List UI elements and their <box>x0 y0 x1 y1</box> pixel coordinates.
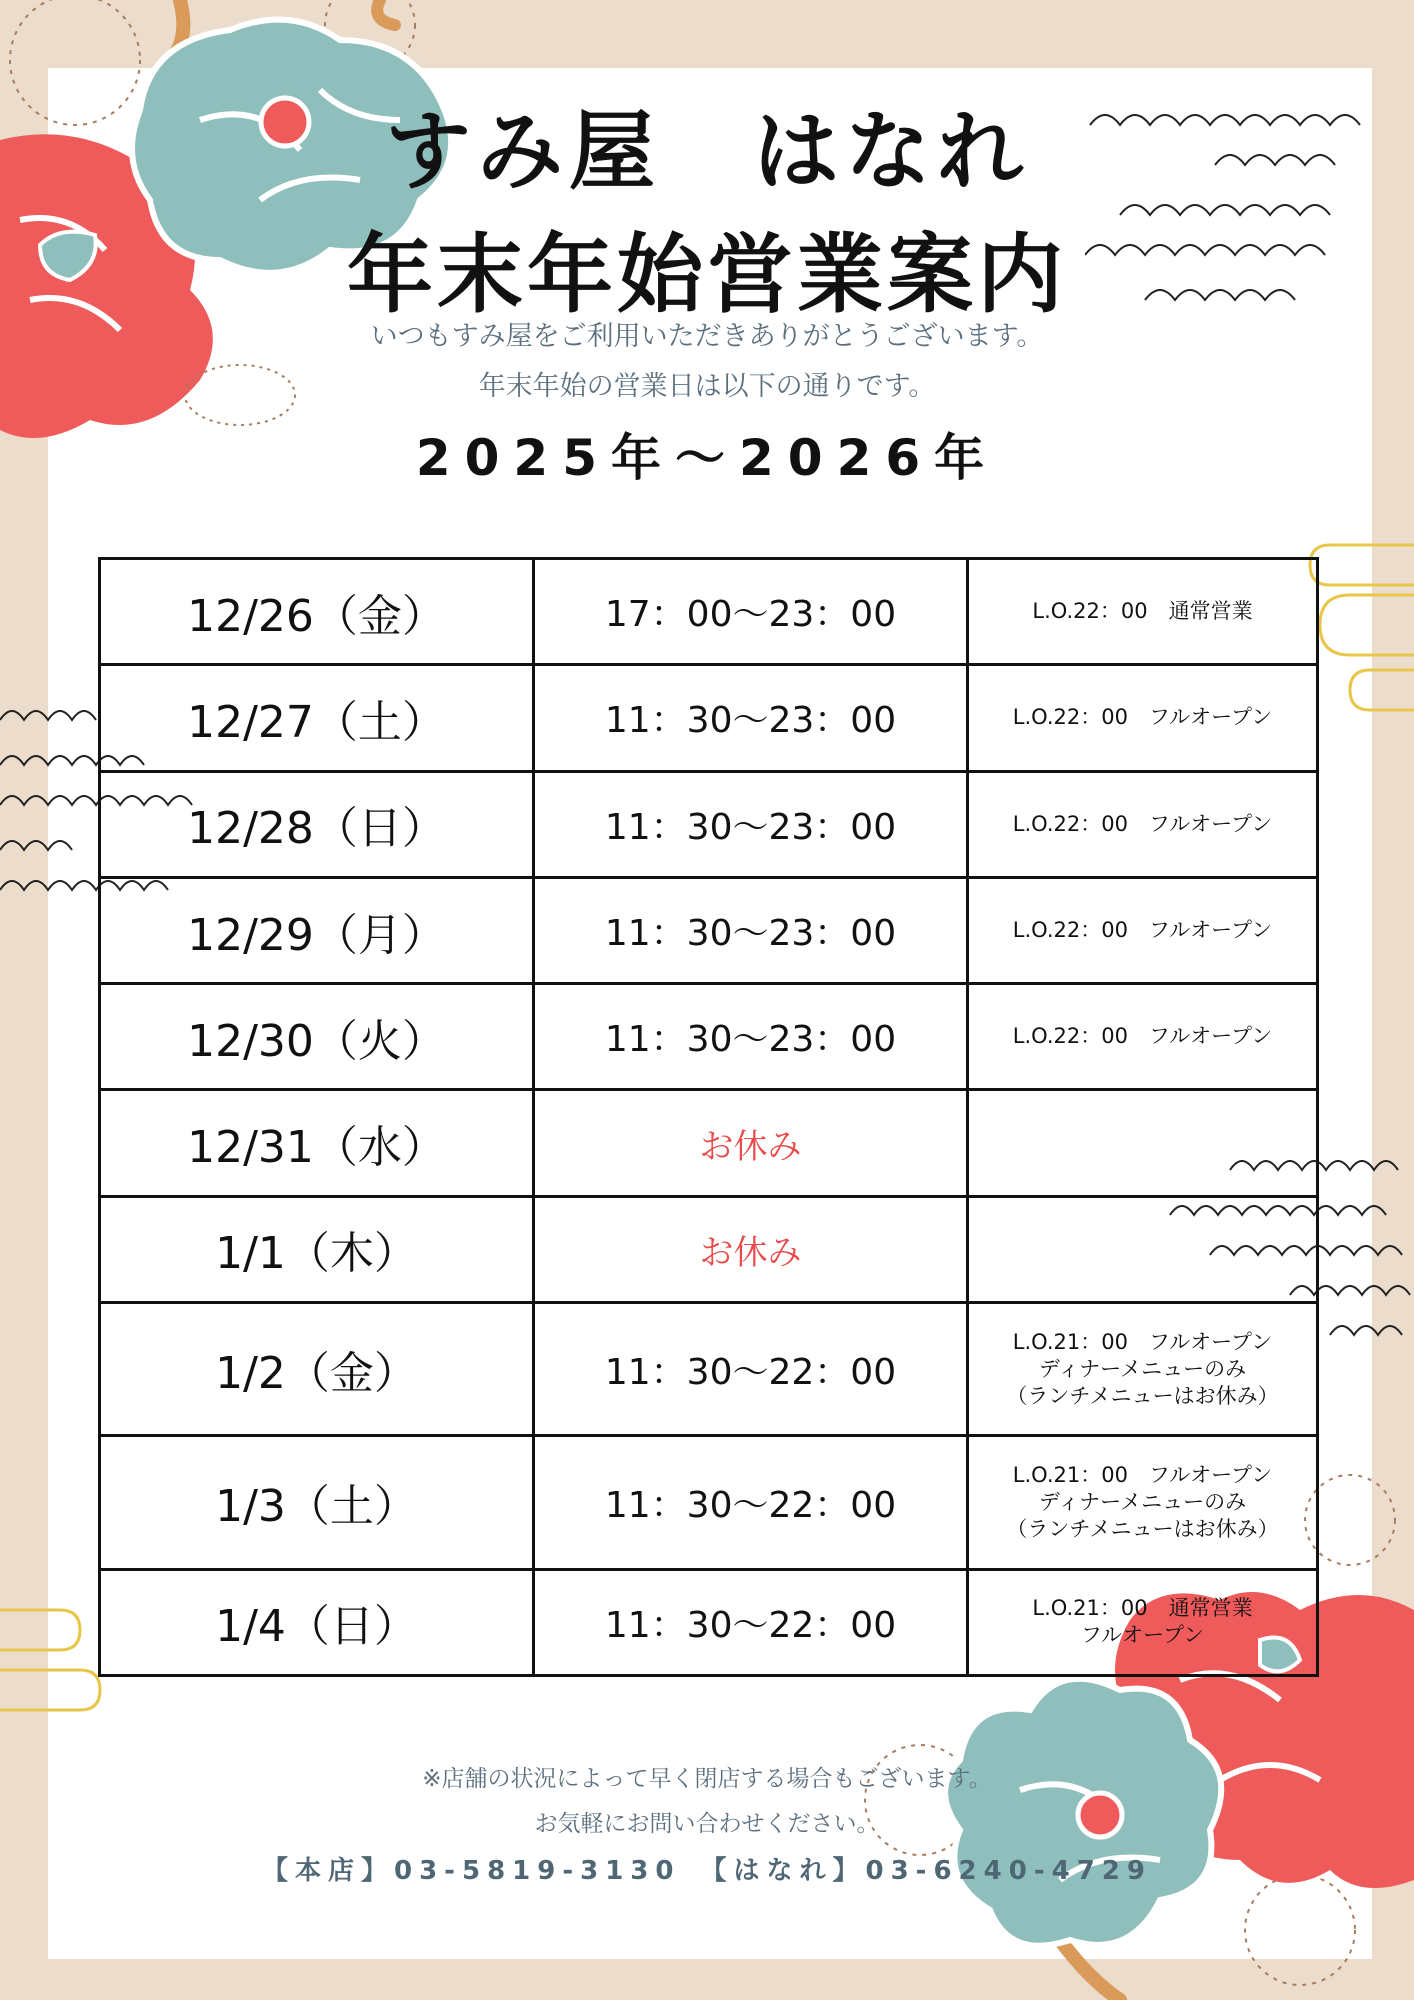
note-cell <box>968 984 1318 1090</box>
schedule-row <box>100 984 1318 1090</box>
date-cell: 12/26（金） <box>100 559 534 665</box>
date-cell: 12/31（水） <box>100 1090 534 1196</box>
schedule-row <box>100 1569 1318 1675</box>
left-gold-waves <box>0 1600 110 1730</box>
note-cell <box>968 877 1318 983</box>
hours-cell: 11：30～22：00 <box>534 1436 968 1569</box>
note-line: （ランチメニューはお休み） <box>1006 1383 1279 1408</box>
closed-label: お休み <box>534 1090 968 1196</box>
intro-line-1: いつもすみ屋をご利用いただきありがとうございます。 <box>370 321 1044 352</box>
date-cell: 1/2（金） <box>100 1303 534 1436</box>
note-line: L.O.22：00 通常営業 <box>1032 599 1253 624</box>
closing-notice: ※店舗の状況によって早く閉店する場合もございます。 <box>422 1766 992 1792</box>
date-cell: 12/30（火） <box>100 984 534 1090</box>
note-line: L.O.22：00 フルオープン <box>1012 1024 1273 1049</box>
note-cell <box>968 771 1318 877</box>
hours-cell: 11：30～23：00 <box>534 771 968 877</box>
note-cell <box>968 1569 1318 1675</box>
date-cell: 12/28（日） <box>100 771 534 877</box>
schedule-row <box>100 771 1318 877</box>
note-line: L.O.22：00 フルオープン <box>1012 705 1273 730</box>
note-line: L.O.21：00 フルオープン <box>1012 1329 1273 1354</box>
year-range: 2025年～2026年 <box>415 429 999 487</box>
schedule-title: 年末年始営業案内 <box>347 224 1067 325</box>
note-line: L.O.22：00 フルオープン <box>1012 811 1273 836</box>
hours-cell: 11：30～23：00 <box>534 877 968 983</box>
intro-line-2: 年末年始の営業日は以下の通りです。 <box>478 371 936 402</box>
note-cell <box>968 1196 1318 1302</box>
hours-cell: 11：30～22：00 <box>534 1303 968 1436</box>
hours-cell: 11：30～22：00 <box>534 1569 968 1675</box>
note-cell <box>968 1436 1318 1569</box>
hours-cell: 11：30～23：00 <box>534 665 968 771</box>
note-cell <box>968 1303 1318 1436</box>
date-cell: 12/27（土） <box>100 665 534 771</box>
note-line: L.O.21：00 通常営業 <box>1032 1596 1253 1621</box>
contact-invite: お気軽にお問い合わせください。 <box>534 1811 880 1837</box>
schedule-row <box>100 1090 1318 1196</box>
schedule-table <box>98 557 1319 1677</box>
phone-numbers: 【本店】03-5819-3130 【はなれ】03-6240-4729 <box>262 1856 1152 1886</box>
note-line: ディナーメニューのみ <box>1038 1356 1247 1381</box>
schedule-row <box>100 1196 1318 1302</box>
note-cell <box>968 665 1318 771</box>
note-line: （ランチメニューはお休み） <box>1006 1516 1279 1541</box>
date-cell: 1/3（土） <box>100 1436 534 1569</box>
note-line: L.O.22：00 フルオープン <box>1012 918 1273 943</box>
schedule-row <box>100 1303 1318 1436</box>
schedule-row <box>100 665 1318 771</box>
hours-cell: 17：00～23：00 <box>534 559 968 665</box>
schedule-row <box>100 559 1318 665</box>
schedule-row <box>100 1436 1318 1569</box>
note-line: ディナーメニューのみ <box>1038 1489 1247 1514</box>
shop-name-title: すみ屋 はなれ <box>385 101 1029 202</box>
date-cell: 12/29（月） <box>100 877 534 983</box>
note-cell <box>968 559 1318 665</box>
note-cell <box>968 1090 1318 1196</box>
date-cell: 1/1（木） <box>100 1196 534 1302</box>
note-line: フルオープン <box>1080 1623 1205 1648</box>
closed-label: お休み <box>534 1196 968 1302</box>
date-cell: 1/4（日） <box>100 1569 534 1675</box>
schedule-row <box>100 877 1318 983</box>
hours-cell: 11：30～23：00 <box>534 984 968 1090</box>
note-line: L.O.21：00 フルオープン <box>1012 1462 1273 1487</box>
